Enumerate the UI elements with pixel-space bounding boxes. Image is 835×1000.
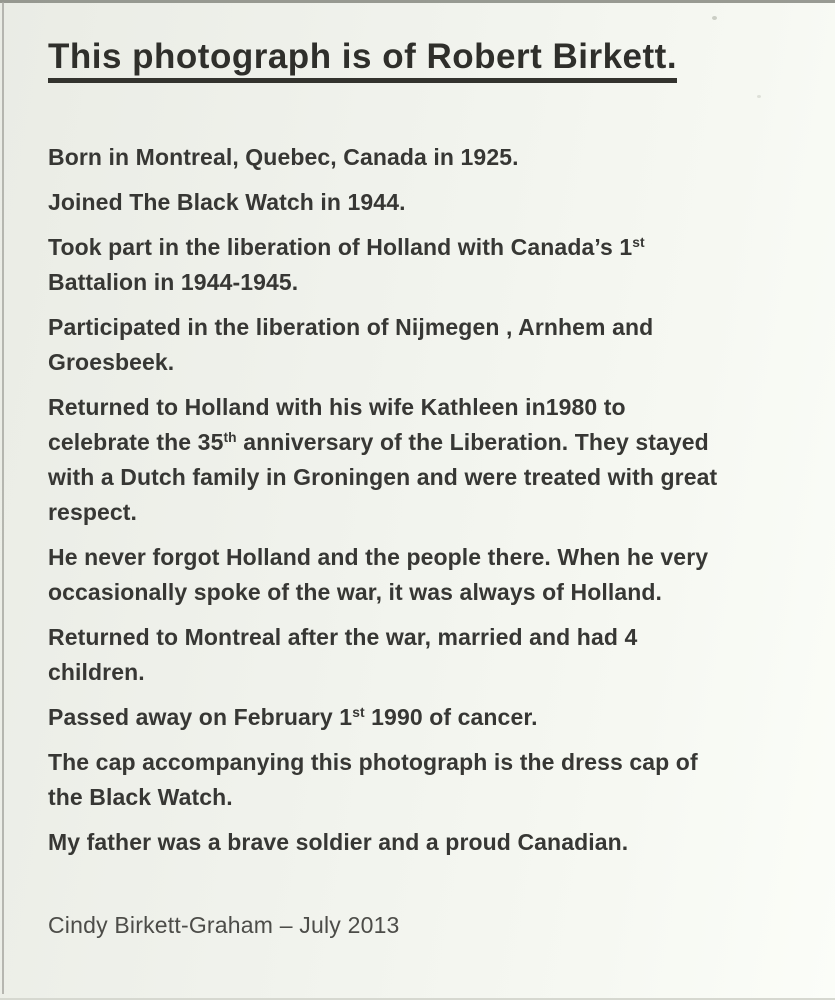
text-line (48, 745, 788, 780)
text-segment: celebrate the 35 (48, 429, 224, 455)
text-line (48, 425, 788, 460)
scan-edge-left (2, 2, 4, 994)
text-segment: respect. (48, 499, 138, 525)
scan-speck (712, 16, 717, 20)
text-line (48, 140, 788, 175)
text-line (48, 700, 788, 735)
document-title (48, 36, 788, 78)
text-segment: Groesbeek. (48, 349, 175, 375)
text-segment: Joined The Black Watch in 1944. (48, 189, 406, 215)
text-line (48, 230, 788, 265)
text-segment: He never forgot Holland and the people there. When he very (48, 544, 709, 570)
paragraph (48, 390, 788, 530)
text-segment: Participated in the liberation of Nijmegen , Arnhem and (48, 314, 654, 340)
text-segment: occasionally spoke of the war, it was always of Holland. (48, 579, 663, 605)
text-line (48, 185, 788, 220)
paragraph (48, 230, 788, 300)
text-line (48, 655, 788, 690)
superscript: st (352, 705, 365, 721)
paragraph (48, 185, 788, 220)
text-segment: children. (48, 659, 145, 685)
text-line (48, 460, 788, 495)
text-line (48, 780, 788, 815)
document-body (48, 140, 788, 860)
paragraph (48, 140, 788, 175)
text-line (48, 825, 788, 860)
text-line (48, 345, 788, 380)
document-content (48, 36, 788, 939)
text-segment: the Black Watch. (48, 784, 233, 810)
text-segment: Passed away on February 1 (48, 704, 353, 730)
superscript: th (223, 430, 237, 446)
text-segment: Battalion in 1944-1945. (48, 269, 299, 295)
text-line (48, 265, 788, 300)
signature-line: Cindy Birkett-Graham – July 2013 (48, 912, 400, 938)
paragraph (48, 825, 788, 860)
paragraph (48, 745, 788, 815)
text-segment: Took part in the liberation of Holland with Canada’s 1 (48, 234, 633, 260)
text-segment: 1990 of cancer. (364, 704, 538, 730)
text-segment: Born in Montreal, Quebec, Canada in 1925. (48, 144, 519, 170)
text-line (48, 310, 788, 345)
text-line (48, 540, 788, 575)
paragraph (48, 540, 788, 610)
paragraph (48, 700, 788, 735)
text-line (48, 575, 788, 610)
document-title-text: This photograph is of Robert Birkett. (48, 37, 677, 83)
text-segment: anniversary of the Liberation. They stayed (236, 429, 709, 455)
paragraph (48, 620, 788, 690)
text-segment: Returned to Holland with his wife Kathleen in1980 to (48, 394, 626, 420)
text-segment: Returned to Montreal after the war, married and had 4 (48, 624, 638, 650)
text-line (48, 620, 788, 655)
text-line (48, 495, 788, 530)
paragraph (48, 310, 788, 380)
text-segment: with a Dutch family in Groningen and were treated with great (48, 464, 718, 490)
text-segment: The cap accompanying this photograph is the dress cap of (48, 749, 698, 775)
text-segment: My father was a brave soldier and a proud Canadian. (48, 829, 629, 855)
text-line (48, 390, 788, 425)
scan-edge-top (0, 0, 835, 3)
superscript: st (632, 235, 645, 251)
